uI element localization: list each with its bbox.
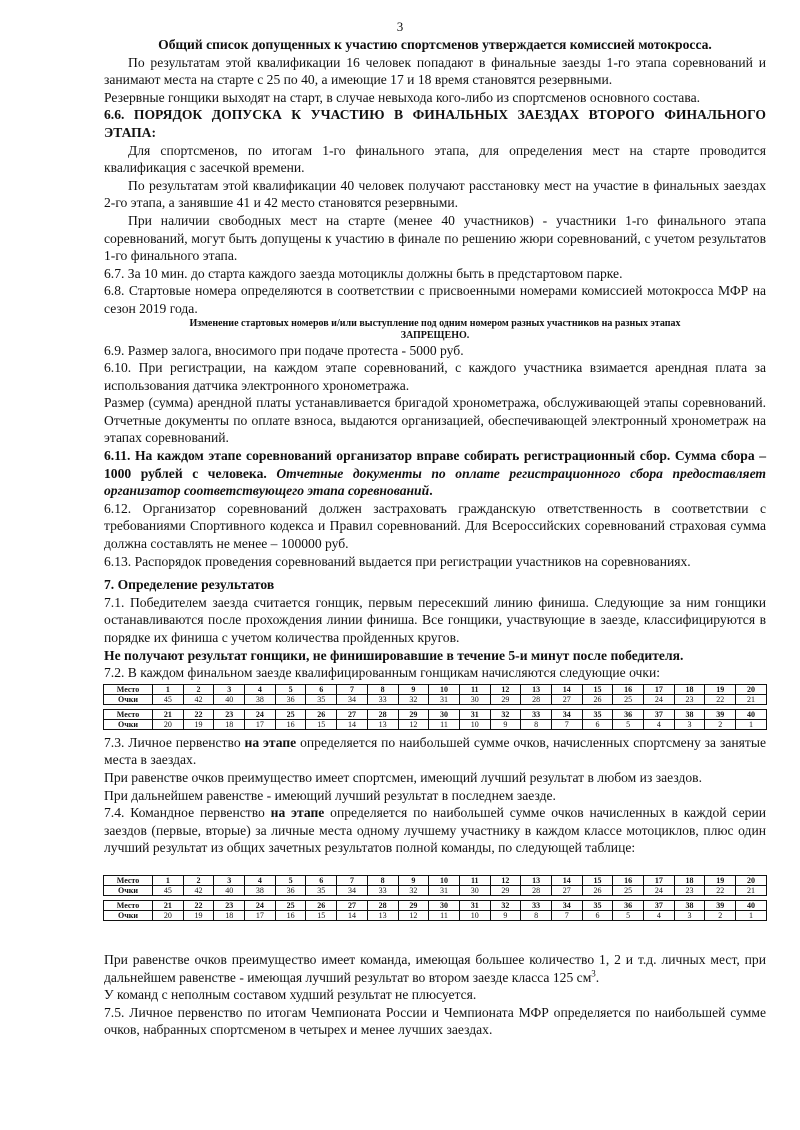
place-cell: 39: [705, 709, 736, 719]
paragraph-7-3: [104, 734, 766, 769]
points-cell: 12: [398, 910, 429, 920]
paragraph-6-12: 6.12. Организатор соревнований должен застраховать гражданскую ответственность в соответствии с требованиями Спортивного кодекса и Правил соревнований. Для Всероссийских соревнований страховая сумма должна составлять не менее – 100000 руб.: [104, 500, 766, 552]
points-table-1: [104, 684, 766, 730]
paragraph-admission-list: Общий список допущенных к участию спортсменов утверждается комиссией мотокросса.: [158, 37, 712, 52]
paragraph-7-1-no-result: Не получают результат гонщики, не финишировавшие в течение 5-и минут после победителя.: [104, 647, 684, 663]
place-cell: 34: [551, 709, 582, 719]
points-cell: 31: [429, 694, 460, 704]
place-cell: 21: [153, 709, 184, 719]
place-cell: 30: [429, 709, 460, 719]
paragraph-6-10: 6.10. При регистрации, на каждом этапе соревнований, с каждого участника взимается арендная плата за использования датчика электронного хронометража.: [104, 360, 766, 393]
paragraph-reserve-riders: Резервные гонщики выходят на старт, в случае невыхода кого-либо из спортсменов основного состава.: [104, 89, 700, 105]
place-cell: 8: [367, 875, 398, 885]
place-cell: 25: [275, 900, 306, 910]
paragraph-7-5: 7.5. Личное первенство по итогам Чемпионата России и Чемпионата МФР определяется по наибольшей сумме очков, набранных спортсменом в четырех и менее лучших заездах.: [104, 1004, 766, 1038]
points-cell: 13: [367, 719, 398, 729]
place-cell: 19: [705, 684, 736, 694]
place-label: Место: [104, 900, 153, 910]
points-cell: 8: [521, 910, 552, 920]
points-cell: 45: [153, 694, 184, 704]
points-cell: 22: [705, 694, 736, 704]
points-cell: 10: [459, 910, 490, 920]
place-cell: 24: [245, 709, 276, 719]
place-cell: 17: [644, 875, 675, 885]
place-cell: 35: [582, 900, 613, 910]
paragraph-6-13: 6.13. Распорядок проведения соревнований выдается при регистрации участников на соревнованиях.: [104, 553, 691, 569]
points-cell: 28: [521, 885, 552, 895]
points-cell: 24: [644, 885, 675, 895]
paragraph-team-tie: [104, 951, 766, 986]
points-label: Очки: [104, 910, 153, 920]
place-cell: 21: [153, 900, 184, 910]
paragraph-free-places: При наличии свободных мест на старте (менее 40 участников) - участники 1-го финального этапа соревнований, могут быть допущены к участию в финале по решению жюри соревнований, с учетом результатов 1-го финального этапа.: [104, 212, 766, 264]
place-cell: 6: [306, 684, 337, 694]
paragraph-7-4-end: определяется по наибольшей сумме очков начисленных в каждой серии заездов (первые, вторые) за личные места одному лучшему участнику в каждом классе мотоциклов, плюс один лучший результат из общих зачетных результатов полной команды, по следующей таблице:: [104, 805, 766, 856]
points-label: Очки: [104, 694, 153, 704]
points-cell: 11: [429, 719, 460, 729]
points-cell: 42: [183, 885, 214, 895]
points-cell: 21: [736, 694, 767, 704]
paragraph-7-4-stage: на этапе: [270, 805, 325, 821]
points-cell: 12: [398, 719, 429, 729]
place-cell: 38: [674, 709, 705, 719]
points-cell: 23: [674, 885, 705, 895]
place-cell: 20: [736, 684, 767, 694]
paragraph-qualification-40: По результатам этой квалификации 40 человек получают расстановку мест на участие в финальных заездах 2-го этапа, а занявшие 41 и 42 место становятся резервными.: [104, 177, 766, 211]
place-cell: 15: [582, 684, 613, 694]
paragraph-team-tie-text: При равенстве очков преимущество имеет команда, имеющая большее количество 1, 2 и т.д. личных мест, при дальнейшем равенстве - имеющая лучший результат во втором заезде класса 125 см: [104, 951, 766, 985]
points-cell: 31: [429, 885, 460, 895]
points-cell: 32: [398, 885, 429, 895]
points-cell: 18: [214, 910, 245, 920]
place-cell: 6: [306, 875, 337, 885]
place-cell: 7: [337, 875, 368, 885]
points-cell: 4: [644, 719, 675, 729]
points-cell: 38: [245, 885, 276, 895]
points-cell: 7: [551, 910, 582, 920]
place-cell: 34: [551, 900, 582, 910]
points-label: Очки: [104, 885, 153, 895]
points-cell: 22: [705, 885, 736, 895]
points-cell: 26: [582, 694, 613, 704]
place-cell: 14: [551, 684, 582, 694]
points-cell: 36: [275, 694, 306, 704]
paragraph-6-7: 6.7. За 10 мин. до старта каждого заезда мотоциклы должны быть в предстартовом парке.: [104, 265, 623, 281]
place-cell: 1: [153, 875, 184, 885]
place-cell: 31: [459, 709, 490, 719]
points-cell: 25: [613, 694, 644, 704]
place-cell: 10: [429, 875, 460, 885]
place-cell: 12: [490, 875, 521, 885]
points-cell: 36: [275, 885, 306, 895]
paragraph-6-9: 6.9. Размер залога, вносимого при подаче протеста - 5000 руб.: [104, 342, 464, 358]
points-cell: 9: [490, 910, 521, 920]
place-label: Место: [104, 709, 153, 719]
page-content: [104, 36, 766, 1039]
table-row-places: [104, 709, 767, 719]
place-cell: 32: [490, 709, 521, 719]
place-cell: 11: [459, 684, 490, 694]
place-cell: 36: [613, 709, 644, 719]
place-label: Место: [104, 875, 153, 885]
table-row-points: [104, 910, 767, 920]
points-cell: 14: [337, 719, 368, 729]
points-cell: 18: [214, 719, 245, 729]
place-cell: 17: [644, 684, 675, 694]
points-cell: 25: [613, 885, 644, 895]
points-cell: 30: [459, 885, 490, 895]
points-label: Очки: [104, 719, 153, 729]
place-cell: 39: [705, 900, 736, 910]
points-cell: 30: [459, 694, 490, 704]
place-cell: 4: [245, 684, 276, 694]
points-cell: 2: [705, 910, 736, 920]
cubic-superscript: 3: [591, 968, 596, 978]
place-cell: 2: [183, 875, 214, 885]
place-cell: 8: [367, 684, 398, 694]
section-heading-6-6: 6.6. ПОРЯДОК ДОПУСКА К УЧАСТИЮ В ФИНАЛЬНЫХ ЗАЕЗДАХ ВТОРОГО ФИНАЛЬНОГО ЭТАПА:: [104, 107, 766, 140]
points-cell: 19: [183, 910, 214, 920]
points-cell: 16: [275, 910, 306, 920]
place-cell: 19: [705, 875, 736, 885]
place-cell: 23: [214, 900, 245, 910]
points-cell: 29: [490, 885, 521, 895]
paragraph-6-8: 6.8. Стартовые номера определяются в соответствии с присвоенными номерами комиссией мотокросса МФР на сезон 2019 года.: [104, 283, 766, 316]
paragraph-qualification-16: По результатам этой квалификации 16 человек попадают в финальные заезды 1-го этапа соревнований и занимают места на старте с 25 по 40, а имеющие 17 и 18 время становятся резервными.: [104, 54, 766, 88]
place-cell: 23: [214, 709, 245, 719]
points-cell: 17: [245, 910, 276, 920]
points-cell: 2: [705, 719, 736, 729]
paragraph-7-3-start: 7.3. Личное первенство: [104, 734, 245, 750]
points-cell: 21: [736, 885, 767, 895]
points-cell: 16: [275, 719, 306, 729]
place-cell: 3: [214, 684, 245, 694]
points-cell: 5: [613, 910, 644, 920]
place-cell: 32: [490, 900, 521, 910]
place-cell: 13: [521, 875, 552, 885]
place-cell: 14: [551, 875, 582, 885]
place-cell: 35: [582, 709, 613, 719]
section-heading-7: 7. Определение результатов: [104, 577, 275, 593]
place-cell: 9: [398, 684, 429, 694]
points-cell: 1: [736, 719, 767, 729]
paragraph-7-3-end: определяется по наибольшей сумме очков, начисленных спортсмену за занятые места в заездах.: [104, 734, 766, 768]
points-cell: 33: [367, 885, 398, 895]
points-cell: 8: [521, 719, 552, 729]
points-cell: 34: [337, 885, 368, 895]
place-cell: 37: [644, 900, 675, 910]
place-cell: 1: [153, 684, 184, 694]
points-cell: 3: [674, 910, 705, 920]
points-cell: 42: [183, 694, 214, 704]
points-cell: 26: [582, 885, 613, 895]
points-cell: 13: [367, 910, 398, 920]
place-cell: 13: [521, 684, 552, 694]
points-cell: 34: [337, 694, 368, 704]
points-cell: 11: [429, 910, 460, 920]
place-cell: 9: [398, 875, 429, 885]
points-cell: 29: [490, 694, 521, 704]
points-cell: 6: [582, 719, 613, 729]
place-cell: 20: [736, 875, 767, 885]
note-start-numbers: Изменение стартовых номеров и/или выступление под одним номером разных участников на разных этапах: [189, 317, 681, 329]
paragraph-7-3-stage: на этапе: [244, 734, 297, 750]
place-cell: 33: [521, 709, 552, 719]
place-cell: 29: [398, 709, 429, 719]
place-cell: 40: [736, 900, 767, 910]
place-cell: 28: [367, 709, 398, 719]
points-cell: 28: [521, 694, 552, 704]
points-cell: 15: [306, 719, 337, 729]
place-cell: 16: [613, 875, 644, 885]
place-cell: 22: [183, 709, 214, 719]
place-cell: 29: [398, 900, 429, 910]
points-cell: 7: [551, 719, 582, 729]
points-cell: 17: [245, 719, 276, 729]
place-cell: 22: [183, 900, 214, 910]
points-cell: 10: [459, 719, 490, 729]
paragraph-6-11-main: 6.11. На каждом этапе соревнований организатор вправе собирать регистрационный сбор. Сумма сбора – 1000 рублей с человека.: [104, 448, 766, 481]
place-cell: 12: [490, 684, 521, 694]
points-cell: 38: [245, 694, 276, 704]
place-cell: 26: [306, 709, 337, 719]
points-cell: 24: [644, 694, 675, 704]
place-cell: 38: [674, 900, 705, 910]
paragraph-7-3-tie: При равенстве очков преимущество имеет спортсмен, имеющий лучший результат в любом из заездов.: [104, 769, 702, 785]
points-cell: 32: [398, 694, 429, 704]
place-cell: 40: [736, 709, 767, 719]
place-cell: 36: [613, 900, 644, 910]
paragraph-time-qualification: Для спортсменов, по итогам 1-го финального этапа, для определения мест на старте проводится квалификация с засечкой времени.: [104, 142, 766, 176]
place-cell: 10: [429, 684, 460, 694]
paragraph-7-4-start: 7.4. Командное первенство: [104, 805, 271, 821]
place-cell: 18: [674, 875, 705, 885]
points-cell: 20: [153, 719, 184, 729]
table-row-places: [104, 875, 767, 885]
page-number: 3: [396, 19, 404, 34]
points-cell: 14: [337, 910, 368, 920]
note-forbidden: ЗАПРЕЩЕНО.: [400, 329, 470, 341]
paragraph-6-11: [104, 447, 766, 500]
place-cell: 31: [459, 900, 490, 910]
points-cell: 27: [551, 694, 582, 704]
place-cell: 4: [245, 875, 276, 885]
table-row-points: [104, 694, 767, 704]
points-cell: 1: [736, 910, 767, 920]
place-cell: 3: [214, 875, 245, 885]
points-cell: 40: [214, 885, 245, 895]
points-cell: 6: [582, 910, 613, 920]
points-cell: 35: [306, 885, 337, 895]
table-row-places: [104, 684, 767, 694]
place-cell: 30: [429, 900, 460, 910]
paragraph-incomplete-team: У команд с неполным составом худший результат не плюсуется.: [104, 987, 477, 1003]
points-cell: 5: [613, 719, 644, 729]
place-label: Место: [104, 684, 153, 694]
points-cell: 9: [490, 719, 521, 729]
table-row-places: [104, 900, 767, 910]
points-cell: 4: [644, 910, 675, 920]
points-cell: 19: [183, 719, 214, 729]
place-cell: 11: [459, 875, 490, 885]
paragraph-6-10-fee: Размер (сумма) арендной платы устанавливается бригадой хронометража, обслуживающей этапы соревнований. Отчетные документы по оплате взноса, выдаются организацией, обеспечивающей электронный хронометраж на этапах соревнований.: [104, 395, 766, 446]
points-cell: 27: [551, 885, 582, 895]
paragraph-7-3-tie-further: При дальнейшем равенстве - имеющий лучший результат в последнем заезде.: [104, 787, 556, 803]
place-cell: 37: [644, 709, 675, 719]
paragraph-6-11-italic: Отчетные документы по оплате регистрационного сбора предоставляет организатор соответствующего этапа соревнований: [104, 465, 766, 499]
points-cell: 3: [674, 719, 705, 729]
points-cell: 15: [306, 910, 337, 920]
place-cell: 27: [337, 709, 368, 719]
points-cell: 40: [214, 694, 245, 704]
table-row-points: [104, 719, 767, 729]
paragraph-7-1: 7.1. Победителем заезда считается гонщик, первым пересекший линию финиша. Следующие за ним гонщики останавливаются после прохождения линии финиша. Все гонщики, участвующие в заезде, классифицируются в порядке их финиша с учетом количества пройденных кругов.: [104, 594, 766, 645]
place-cell: 2: [183, 684, 214, 694]
place-cell: 33: [521, 900, 552, 910]
place-cell: 5: [275, 684, 306, 694]
points-cell: 45: [153, 885, 184, 895]
paragraph-7-2: 7.2. В каждом финальном заезде квалифицированным гонщикам начисляются следующие очки:: [104, 665, 661, 681]
points-cell: 33: [367, 694, 398, 704]
place-cell: 5: [275, 875, 306, 885]
place-cell: 16: [613, 684, 644, 694]
points-cell: 35: [306, 694, 337, 704]
points-cell: 20: [153, 910, 184, 920]
place-cell: 7: [337, 684, 368, 694]
paragraph-team-tie-dot: .: [595, 969, 600, 985]
place-cell: 25: [275, 709, 306, 719]
paragraph-7-4: [104, 804, 766, 857]
points-cell: 23: [674, 694, 705, 704]
paragraph-6-11-dot: .: [429, 483, 433, 499]
place-cell: 26: [306, 900, 337, 910]
place-cell: 24: [245, 900, 276, 910]
place-cell: 28: [367, 900, 398, 910]
place-cell: 18: [674, 684, 705, 694]
place-cell: 15: [582, 875, 613, 885]
place-cell: 27: [337, 900, 368, 910]
table-row-points: [104, 885, 767, 895]
points-table-2: [104, 875, 766, 921]
